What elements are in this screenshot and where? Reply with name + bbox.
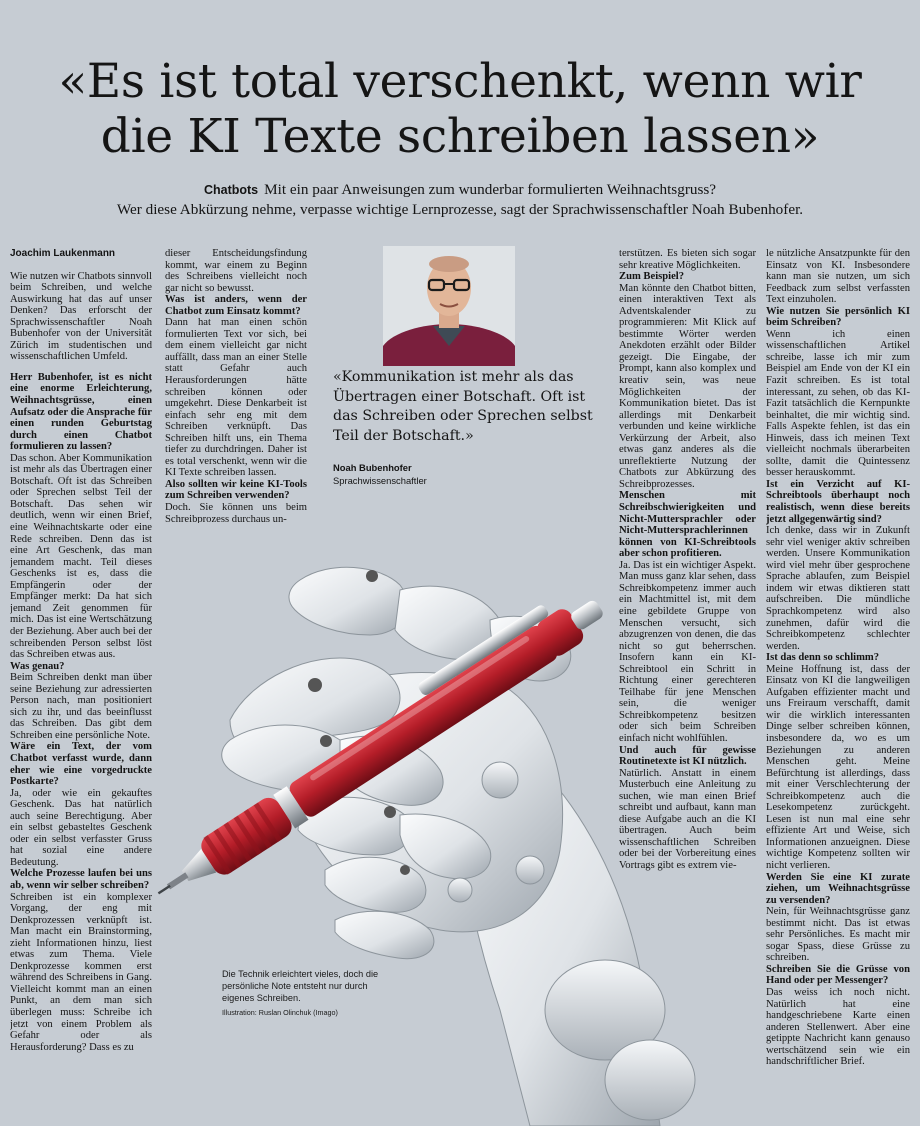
headline-line-2: die KI Texte schreiben lassen» <box>100 109 820 164</box>
answer: dieser Entscheidungsfindung kommt, war einem zu Beginn des Schreibens vielleicht noch gar nicht so bewusst. <box>165 248 307 294</box>
portrait-photo <box>383 246 515 366</box>
answer: Ich denke, dass wir in Zukunft sehr viel weniger aktiv schreiben werden. Unsere Kommunikation wird viel mehr über gesprochene Sprache ablaufen, zum Beispiel indem wir etwas diktieren statt aufschreiben. Die mündliche Sprachkompetenz wird also zunehmen, dafür wird die Schreibkompetenz schlechter werden. <box>766 525 910 652</box>
answer: Nein, für Weihnachtsgrüsse ganz bestimmt nicht. Das ist etwas sehr Persönliches. Es macht mir sogar Spass, diese Grüsse zu schreiben. <box>766 906 910 964</box>
answer: Das weiss ich noch nicht. Natürlich hat eine handgeschriebene Karte einen anderen Stellenwert. Aber eine getippte Nachricht kann genauso wertschätzend sein wie ein handschriftlicher Brief. <box>766 987 910 1068</box>
rubric-tag: Chatbots <box>203 183 259 197</box>
question: Herr Bubenhofer, ist es nicht eine enorme Erleichterung, Weihnachtsgrüsse, einen Aufsatz oder die Ansprache für einen runden Geburtstag durch einen Chatbot formulieren zu lassen? <box>10 371 152 453</box>
question: Wie nutzen Sie persönlich KI beim Schreiben? <box>766 305 910 329</box>
intro-paragraph: Wie nutzen wir Chatbots sinnvoll beim Schreiben, und welche Auswirkung hat das auf unser Denken? Das erforscht der Sprachwissenschaftler Noah Bubenhofer von der Universität Zürich im studentischen und wissenschaftlichen Umfeld. <box>10 270 152 363</box>
answer: Meine Hoffnung ist, dass der Einsatz von KI die langweiligen Aufgaben effizienter macht und uns Freiraum verschafft, damit wir die wirklich interessanten Dinge selber schreiben können, insbesondere da, wo es um Beziehungen zu anderen Menschen geht. Meine Befürchtung ist allerdings, dass mit einer Verschlechterung der Schreibkompetenz auch die Lesekompetenz zurückgeht. Lesen ist nun mal eine sehr effiziente Art und Weise, sich Informationen anzueignen. Diese wichtige Kompetenz sollten wir nicht verlieren. <box>766 663 910 871</box>
answer: Ja, oder wie ein gekauftes Geschenk. Das hat natürlich auch seine Berechtigung. Aber ein selbst gebasteltes Geschenk oder ein selbst verfasster Gruss hat sozial eine andere Bedeutung. <box>10 787 152 868</box>
question: Und auch für gewisse Routinetexte ist KI nützlich. <box>619 744 756 768</box>
lead-line-1: Mit ein paar Anweisungen zum wunderbar formulierten Weihnachtsgruss? <box>264 181 717 198</box>
lead <box>20 180 900 220</box>
question: Was genau? <box>10 660 65 672</box>
answer: Beim Schreiben denkt man über seine Beziehung zur adressierten Person nach, man positioniert sich zu ihr, und das beeinflusst das Schreiben. Das gibt dem Schreiben eine persönliche Note. <box>10 672 152 741</box>
question: Was ist anders, wenn der Chatbot zum Einsatz kommt? <box>165 294 307 317</box>
article-column-4 <box>766 248 910 1118</box>
answer: Wenn ich einen wissenschaftlichen Artikel schreibe, lasse ich mir zum Beispiel am Ende von der KI ein Fazit schreiben. Es ist total interessant, zu sehen, ob das KI-Fazit tatsächlich die Kernpunkte beinhaltet, die mir wichtig sind. Falls Aspekte fehlen, ist das ein Hinweis, dass ich meinen Text vielleicht nochmals überarbeiten sollte, damit die Quintessenz besser herauskommt. <box>766 328 910 479</box>
answer: Dann hat man einen schön formulierten Text vor sich, bei dem einem vielleicht gar nicht auffällt, dass man an einer Stelle statt Gefahr auch Herausforderungen hätte schreiben können oder umgekehrt. Diese Denkarbeit ist einfach sehr eng mit dem Schreiben verknüpft. Das Schreiben hilft uns, ein Thema tiefer zu durchdringen. Daher ist es total verschenkt, wenn wir die KI Texte schreiben lassen. <box>165 317 307 479</box>
answer: Schreiben ist ein komplexer Vorgang, der eng mit Denkprozessen verknüpft ist. Man macht ein Brainstorming, zieht Informationen hinzu, liest etwas zum Thema. Viele Denkprozesse kommen erst während des Schreibens in Gang. Vielleicht kommt man an einen Punkt, an dem man sich überlegen muss: Schreibe ich jetzt von einem Problem als Gefahr oder als Herausforderung? Dass es zu <box>10 891 152 1053</box>
answer: Ja. Das ist ein wichtiger Aspekt. Man muss ganz klar sehen, dass Schreibkompetenz immer auch ein Machtmittel ist, mit dem eine gebildete Gruppe von Menschen versucht, sich abzugrenzen von denen, die das nicht so gut beherrschen. Insofern kann ein KI-Schreibtool ein Schritt in Richtung einer gerechteren Teilhabe für jene Menschen sein, die weniger Schreibkompetenz besitzen oder sich beim Schreiben einfach nicht wohlfühlen. <box>619 559 756 744</box>
headline-line-1: «Es ist total verschenkt, wenn wir <box>58 54 862 109</box>
answer: Das schon. Aber Kommunikation ist mehr als das Übertragen einer Botschaft. Oft ist das Schreiben oder Sprechen selbst Teil der Botschaft. Das sehen wir deutlich, wenn wir einen Brief, eine Weihnachtskarte oder eine Rede schreiben. Denn das ist eine Art Geschenk, das man jemandem macht. Teil dieses Geschenks ist es, dass die Empfängerin oder der Empfänger merkt: Da hat sich jemand Zeit genommen für mich. Das ist eine Wertschätzung der Beziehung. Aber auch bei der schreibenden Person selbst löst das Schreiben etwas aus. <box>10 452 152 661</box>
lead-line-2: Wer diese Abkürzung nehme, verpasse wichtige Lernprozesse, sagt der Sprachwissenschaftler Noah Bubenhofer. <box>116 201 804 218</box>
article-column-2 <box>165 248 307 523</box>
answer: le nützliche Ansatzpunkte für den Einsatz von KI. Insbesondere kann man sie nutzen, um sich Feedback zum selbst verfassten Text einzuholen. <box>766 248 910 306</box>
pull-quote: «Kommunikation ist mehr als das Übertragen einer Botschaft. Oft ist das Schreiben oder Sprechen selbst Teil der Botschaft.» <box>333 369 593 444</box>
pull-quote-name: Noah Bubenhofer <box>333 462 412 473</box>
article-column-3 <box>619 248 756 1118</box>
article-column-1 <box>10 248 152 1118</box>
question: Also sollten wir keine KI-Tools zum Schreiben verwenden? <box>165 478 307 502</box>
pull-quote-role: Sprachwissenschaftler <box>333 475 427 486</box>
author-byline: Joachim Laukenmann <box>10 248 116 259</box>
answer: terstützen. Es bieten sich sogar sehr kreative Möglichkeiten. <box>619 248 756 271</box>
answer: Man könnte den Chatbot bitten, einen interaktiven Text als Adventskalender zu programmieren: Mit Klick auf bestimmte Wörter werden Anekdoten erzählt oder Bilder gezeigt. Die Eingabe, der Prompt, kann also komplex und kreativ sein, was neue Möglichkeiten der Kommunikation bietet. Das ist allerdings mit Denkarbeit verbunden und keine wirkliche Verkürzung der Arbeit, also etwas ganz anderes als die unreflektierte Nutzung der Chatbots zur Abkürzung des Schreibprozesses. <box>619 282 756 490</box>
image-credit: Illustration: Ruslan Olinchuk (Imago) <box>222 1008 338 1017</box>
question: Zum Beispiel? <box>619 271 685 283</box>
question: Ist das denn so schlimm? <box>766 652 880 664</box>
answer: Doch. Sie können uns beim Schreibprozess durchaus un- <box>165 502 307 523</box>
question: Welche Prozesse laufen bei uns ab, wenn wir selber schreiben? <box>10 868 152 891</box>
answer: Natürlich. Anstatt in einem Musterbuch eine Anleitung zu suchen, wie man einen Brief schreibt und aufbaut, kann man diese Aufgabe auch an die KI übertragen. Auch beim wissenschaftlichen Schreiben oder bei der Vorbereitung eines Vortrags gibt es extrem vie- <box>619 767 756 871</box>
question: Menschen mit Schreibschwierigkeiten und Nicht-Muttersprachler oder Nicht-Muttersprachlerinnen können von KI-Schreibtools aber schon profitieren. <box>619 490 756 560</box>
question: Werden Sie eine KI zurate ziehen, um Weihnachtsgrüsse zu versenden? <box>766 871 910 906</box>
headline <box>20 54 900 164</box>
question: Ist ein Verzicht auf KI-Schreibtools überhaupt noch realistisch, wenn diese bereits jetzt allgegenwärtig sind? <box>766 478 910 525</box>
image-caption: Die Technik erleichtert vieles, doch die persönliche Note entsteht nur durch eigenes Schreiben. <box>222 969 379 1003</box>
question: Wäre ein Text, der vom Chatbot verfasst wurde, dann eher wie eine vorgedruckte Postkarte? <box>10 741 152 788</box>
question: Schreiben Sie die Grüsse von Hand oder per Messenger? <box>766 963 910 987</box>
